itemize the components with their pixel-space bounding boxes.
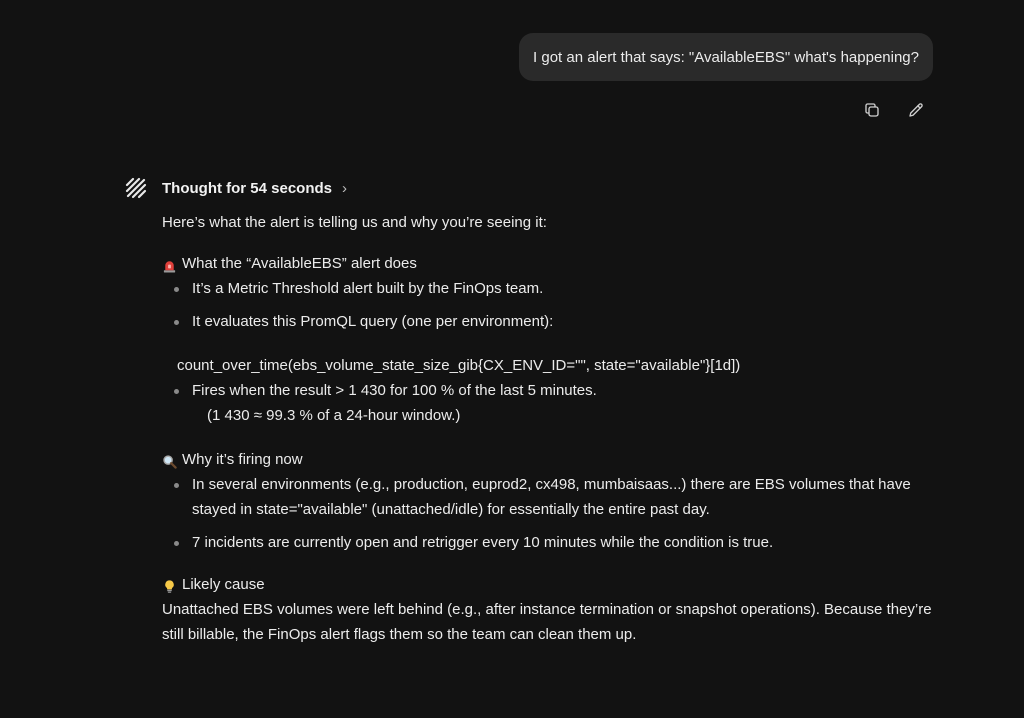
fire-note: (1 430 ≈ 99.3 % of a 24-hour window.) bbox=[207, 407, 461, 424]
message-actions bbox=[862, 100, 926, 120]
list-item: In several environments (e.g., production, euprod2, cx498, mumbaisaas...) there are EBS volumes that have stayed in state="available" (unattached/idle) for essentially the entire past day. bbox=[162, 472, 942, 522]
section-heading-why bbox=[162, 447, 942, 472]
pencil-icon[interactable] bbox=[906, 100, 926, 120]
section-title-cause: Likely cause bbox=[182, 576, 265, 593]
cause-text: Unattached EBS volumes were left behind (e.g., after instance termination or snapshot operations). Because they’re still billable, the FinOps alert flags them so the team can clean them up. bbox=[162, 601, 932, 643]
lightbulb-emoji-icon bbox=[162, 577, 177, 592]
promql-query: count_over_time(ebs_volume_state_size_gib{CX_ENV_ID="", state="available"}[1d]) bbox=[177, 357, 741, 374]
section-title-why: Why it’s firing now bbox=[182, 451, 303, 468]
thought-toggle[interactable] bbox=[162, 176, 942, 200]
why-bullets bbox=[162, 472, 942, 555]
user-message-text: I got an alert that says: "AvailableEBS" what's happening? bbox=[533, 48, 919, 66]
list-item bbox=[162, 378, 942, 428]
assistant-message bbox=[162, 176, 942, 647]
section-title-what: What the “AvailableEBS” alert does bbox=[182, 255, 417, 272]
chevron-right-icon: › bbox=[342, 179, 348, 197]
fire-condition: Fires when the result > 1 430 for 100 % of the last 5 minutes. bbox=[192, 382, 597, 399]
section-heading-cause bbox=[162, 572, 942, 597]
list-item: It’s a Metric Threshold alert built by the FinOps team. bbox=[162, 276, 942, 301]
list-item: 7 incidents are currently open and retrigger every 10 minutes while the condition is true. bbox=[162, 530, 942, 555]
siren-emoji-icon bbox=[162, 256, 177, 271]
copy-icon[interactable] bbox=[862, 100, 882, 120]
what-bullets bbox=[162, 276, 942, 334]
assistant-logo-icon bbox=[124, 176, 148, 200]
fire-bullets bbox=[162, 378, 942, 428]
user-message-bubble bbox=[519, 33, 933, 81]
section-heading-what bbox=[162, 251, 942, 276]
list-item: It evaluates this PromQL query (one per environment): bbox=[162, 309, 942, 334]
thought-label: Thought for 54 seconds bbox=[162, 179, 333, 197]
magnifier-emoji-icon bbox=[162, 452, 177, 467]
intro-text: Here’s what the alert is telling us and why you’re seeing it: bbox=[162, 214, 547, 231]
